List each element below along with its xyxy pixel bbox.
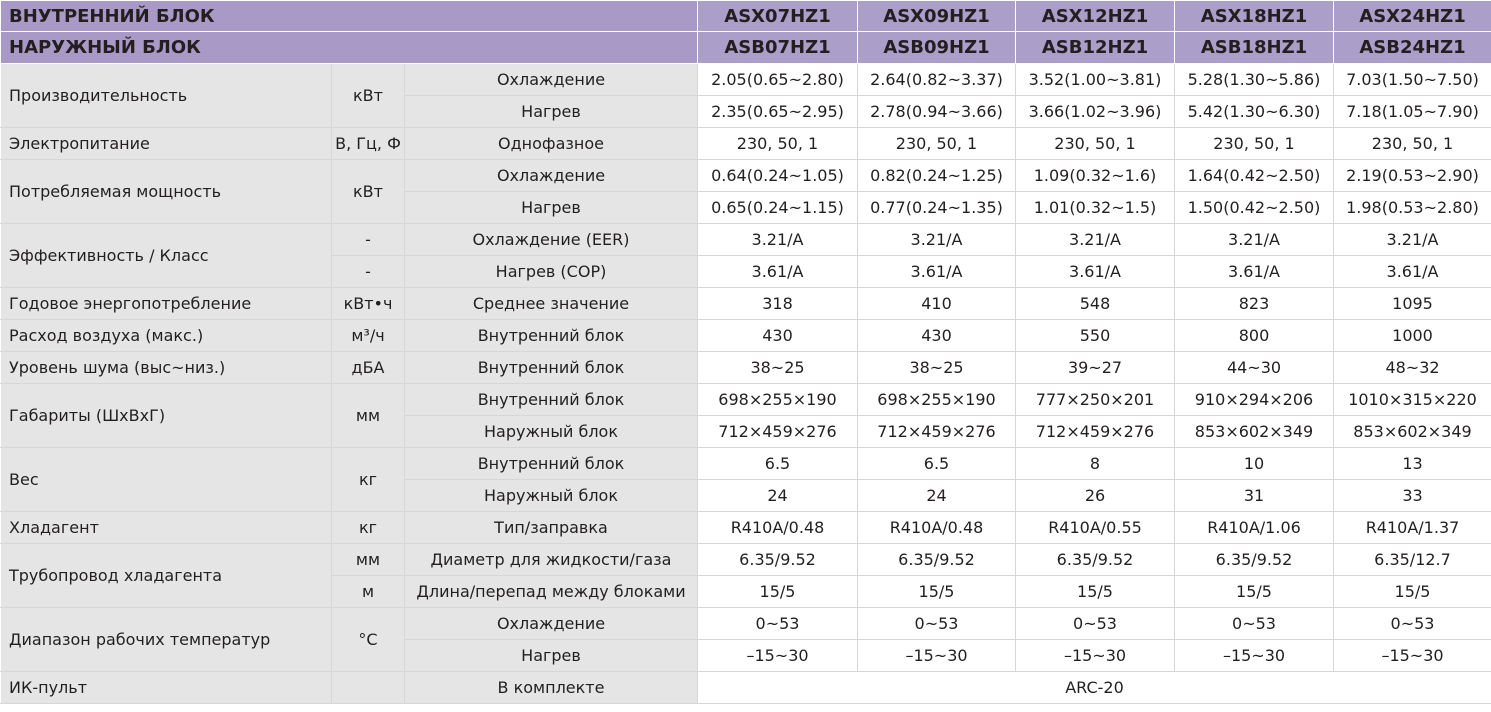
spec-value: 0~53 — [858, 608, 1016, 640]
spec-value: 0.65(0.24~1.15) — [698, 192, 858, 224]
spec-param: Внутренний блок — [405, 448, 698, 480]
spec-value: 24 — [858, 480, 1016, 512]
spec-unit: кВт — [332, 160, 405, 224]
spec-name: Вес — [1, 448, 332, 512]
spec-value: 7.18(1.05~7.90) — [1334, 96, 1491, 128]
spec-value: 1010×315×220 — [1334, 384, 1491, 416]
indoor-model: ASX24HZ1 — [1334, 1, 1491, 32]
spec-value: 910×294×206 — [1175, 384, 1334, 416]
indoor-model: ASX18HZ1 — [1175, 1, 1334, 32]
spec-name: Производительность — [1, 64, 332, 128]
spec-value: 3.61/A — [698, 256, 858, 288]
spec-value: 38~25 — [698, 352, 858, 384]
spec-value: 3.21/A — [858, 224, 1016, 256]
table-row — [1, 672, 1491, 704]
spec-value: 550 — [1016, 320, 1175, 352]
spec-value: 7.03(1.50~7.50) — [1334, 64, 1491, 96]
spec-value: 3.61/A — [1175, 256, 1334, 288]
table-row — [1, 288, 1491, 320]
table-row — [1, 608, 1491, 640]
spec-value: 712×459×276 — [698, 416, 858, 448]
spec-value: 1.98(0.53~2.80) — [1334, 192, 1491, 224]
table-row — [1, 160, 1491, 192]
spec-value: R410A/0.48 — [858, 512, 1016, 544]
spec-value: 0~53 — [1016, 608, 1175, 640]
spec-value: –15~30 — [858, 640, 1016, 672]
spec-param: Длина/перепад между блоками — [405, 576, 698, 608]
header-row-outdoor — [1, 32, 1491, 64]
table-row — [1, 384, 1491, 416]
spec-value: 3.61/A — [1334, 256, 1491, 288]
spec-value: 24 — [698, 480, 858, 512]
spec-unit: - — [332, 256, 405, 288]
table-row — [1, 544, 1491, 576]
spec-param: Нагрев — [405, 640, 698, 672]
spec-value: 31 — [1175, 480, 1334, 512]
spec-name: Габариты (ШхВхГ) — [1, 384, 332, 448]
indoor-unit-label: ВНУТРЕННИЙ БЛОК — [1, 1, 698, 32]
spec-value: 33 — [1334, 480, 1491, 512]
table-row — [1, 352, 1491, 384]
spec-value: 1095 — [1334, 288, 1491, 320]
spec-name: Трубопровод хладагента — [1, 544, 332, 608]
spec-value: 6.35/9.52 — [1016, 544, 1175, 576]
spec-value: 3.66(1.02~3.96) — [1016, 96, 1175, 128]
table-row — [1, 128, 1491, 160]
spec-value: 853×602×349 — [1334, 416, 1491, 448]
spec-value: 3.21/A — [1175, 224, 1334, 256]
spec-value: 318 — [698, 288, 858, 320]
spec-unit: В, Гц, Ф — [332, 128, 405, 160]
spec-value: 39~27 — [1016, 352, 1175, 384]
spec-param: Охлаждение (EER) — [405, 224, 698, 256]
spec-name: Электропитание — [1, 128, 332, 160]
spec-param: Наружный блок — [405, 480, 698, 512]
outdoor-unit-label: НАРУЖНЫЙ БЛОК — [1, 32, 698, 64]
outdoor-model: ASB07HZ1 — [698, 32, 858, 64]
spec-value: 853×602×349 — [1175, 416, 1334, 448]
spec-value: 6.35/9.52 — [1175, 544, 1334, 576]
spec-value: 15/5 — [1175, 576, 1334, 608]
spec-value: 2.64(0.82~3.37) — [858, 64, 1016, 96]
table-row — [1, 448, 1491, 480]
indoor-model: ASX12HZ1 — [1016, 1, 1175, 32]
spec-value: –15~30 — [1016, 640, 1175, 672]
spec-value: 8 — [1016, 448, 1175, 480]
outdoor-model: ASB12HZ1 — [1016, 32, 1175, 64]
spec-param: В комплекте — [405, 672, 698, 704]
spec-value: 0~53 — [1175, 608, 1334, 640]
spec-name: Потребляемая мощность — [1, 160, 332, 224]
spec-param: Нагрев — [405, 96, 698, 128]
spec-name: Эффективность / Класс — [1, 224, 332, 288]
outdoor-model: ASB24HZ1 — [1334, 32, 1491, 64]
outdoor-model: ASB09HZ1 — [858, 32, 1016, 64]
table-row — [1, 320, 1491, 352]
spec-value: 6.5 — [858, 448, 1016, 480]
spec-value: 230, 50, 1 — [1334, 128, 1491, 160]
spec-value: 5.42(1.30~6.30) — [1175, 96, 1334, 128]
spec-unit: кг — [332, 512, 405, 544]
spec-name: Расход воздуха (макс.) — [1, 320, 332, 352]
spec-value: 230, 50, 1 — [1175, 128, 1334, 160]
spec-param: Охлаждение — [405, 160, 698, 192]
spec-value: R410A/1.37 — [1334, 512, 1491, 544]
spec-value: 698×255×190 — [698, 384, 858, 416]
spec-unit: кВт — [332, 64, 405, 128]
spec-unit — [332, 672, 405, 704]
spec-unit: °C — [332, 608, 405, 672]
spec-value: 15/5 — [858, 576, 1016, 608]
spec-param: Тип/заправка — [405, 512, 698, 544]
spec-value: –15~30 — [698, 640, 858, 672]
spec-value: 0.64(0.24~1.05) — [698, 160, 858, 192]
spec-value: 44~30 — [1175, 352, 1334, 384]
spec-value: 712×459×276 — [858, 416, 1016, 448]
spec-value: 38~25 — [858, 352, 1016, 384]
spec-value: 1000 — [1334, 320, 1491, 352]
spec-name: Диапазон рабочих температур — [1, 608, 332, 672]
spec-value: 698×255×190 — [858, 384, 1016, 416]
spec-value: 2.05(0.65~2.80) — [698, 64, 858, 96]
spec-value: 800 — [1175, 320, 1334, 352]
spec-value: 2.35(0.65~2.95) — [698, 96, 858, 128]
table-row — [1, 224, 1491, 256]
spec-value: 712×459×276 — [1016, 416, 1175, 448]
spec-value: 430 — [858, 320, 1016, 352]
spec-param: Однофазное — [405, 128, 698, 160]
spec-value: 1.50(0.42~2.50) — [1175, 192, 1334, 224]
spec-unit: м³/ч — [332, 320, 405, 352]
spec-value: –15~30 — [1334, 640, 1491, 672]
spec-value: –15~30 — [1175, 640, 1334, 672]
header-row-indoor — [1, 1, 1491, 32]
spec-param: Наружный блок — [405, 416, 698, 448]
spec-param: Внутренний блок — [405, 352, 698, 384]
spec-unit: м — [332, 576, 405, 608]
spec-value: 3.21/A — [698, 224, 858, 256]
spec-value: 3.52(1.00~3.81) — [1016, 64, 1175, 96]
spec-value: 1.64(0.42~2.50) — [1175, 160, 1334, 192]
spec-value: 230, 50, 1 — [858, 128, 1016, 160]
spec-param: Диаметр для жидкости/газа — [405, 544, 698, 576]
spec-value: 48~32 — [1334, 352, 1491, 384]
spec-value: 548 — [1016, 288, 1175, 320]
spec-value: 0~53 — [1334, 608, 1491, 640]
spec-param: Охлаждение — [405, 64, 698, 96]
spec-value: 2.78(0.94~3.66) — [858, 96, 1016, 128]
spec-value: 410 — [858, 288, 1016, 320]
spec-value: 0~53 — [698, 608, 858, 640]
spec-unit: мм — [332, 544, 405, 576]
spec-name: ИК-пульт — [1, 672, 332, 704]
spec-name: Уровень шума (выс~низ.) — [1, 352, 332, 384]
spec-value: 3.21/A — [1334, 224, 1491, 256]
spec-value: 3.21/A — [1016, 224, 1175, 256]
spec-value: 3.61/A — [1016, 256, 1175, 288]
spec-value: 777×250×201 — [1016, 384, 1175, 416]
spec-value: 230, 50, 1 — [698, 128, 858, 160]
spec-param: Внутренний блок — [405, 384, 698, 416]
table-row — [1, 512, 1491, 544]
spec-param: Внутренний блок — [405, 320, 698, 352]
spec-param: Нагрев (COP) — [405, 256, 698, 288]
spec-unit: мм — [332, 384, 405, 448]
spec-value: 0.82(0.24~1.25) — [858, 160, 1016, 192]
spec-name: Годовое энергопотребление — [1, 288, 332, 320]
indoor-model: ASX07HZ1 — [698, 1, 858, 32]
spec-value: 230, 50, 1 — [1016, 128, 1175, 160]
outdoor-model: ASB18HZ1 — [1175, 32, 1334, 64]
spec-name: Хладагент — [1, 512, 332, 544]
spec-unit: дБА — [332, 352, 405, 384]
spec-unit: кВт•ч — [332, 288, 405, 320]
spec-value: 1.09(0.32~1.6) — [1016, 160, 1175, 192]
spec-common-value: ARC-20 — [698, 672, 1491, 704]
spec-param: Охлаждение — [405, 608, 698, 640]
spec-param: Среднее значение — [405, 288, 698, 320]
spec-value: 5.28(1.30~5.86) — [1175, 64, 1334, 96]
spec-value: R410A/0.55 — [1016, 512, 1175, 544]
spec-value: R410A/0.48 — [698, 512, 858, 544]
spec-value: 15/5 — [1334, 576, 1491, 608]
spec-value: 823 — [1175, 288, 1334, 320]
spec-value: 3.61/A — [858, 256, 1016, 288]
spec-value: R410A/1.06 — [1175, 512, 1334, 544]
spec-param: Нагрев — [405, 192, 698, 224]
spec-value: 6.5 — [698, 448, 858, 480]
spec-value: 2.19(0.53~2.90) — [1334, 160, 1491, 192]
spec-value: 6.35/12.7 — [1334, 544, 1491, 576]
table-row — [1, 64, 1491, 96]
spec-value: 1.01(0.32~1.5) — [1016, 192, 1175, 224]
spec-value: 15/5 — [1016, 576, 1175, 608]
spec-value: 26 — [1016, 480, 1175, 512]
spec-value: 13 — [1334, 448, 1491, 480]
spec-value: 15/5 — [698, 576, 858, 608]
spec-unit: - — [332, 224, 405, 256]
spec-value: 10 — [1175, 448, 1334, 480]
spec-value: 0.77(0.24~1.35) — [858, 192, 1016, 224]
spec-value: 6.35/9.52 — [858, 544, 1016, 576]
spec-value: 430 — [698, 320, 858, 352]
spec-unit: кг — [332, 448, 405, 512]
indoor-model: ASX09HZ1 — [858, 1, 1016, 32]
spec-value: 6.35/9.52 — [698, 544, 858, 576]
